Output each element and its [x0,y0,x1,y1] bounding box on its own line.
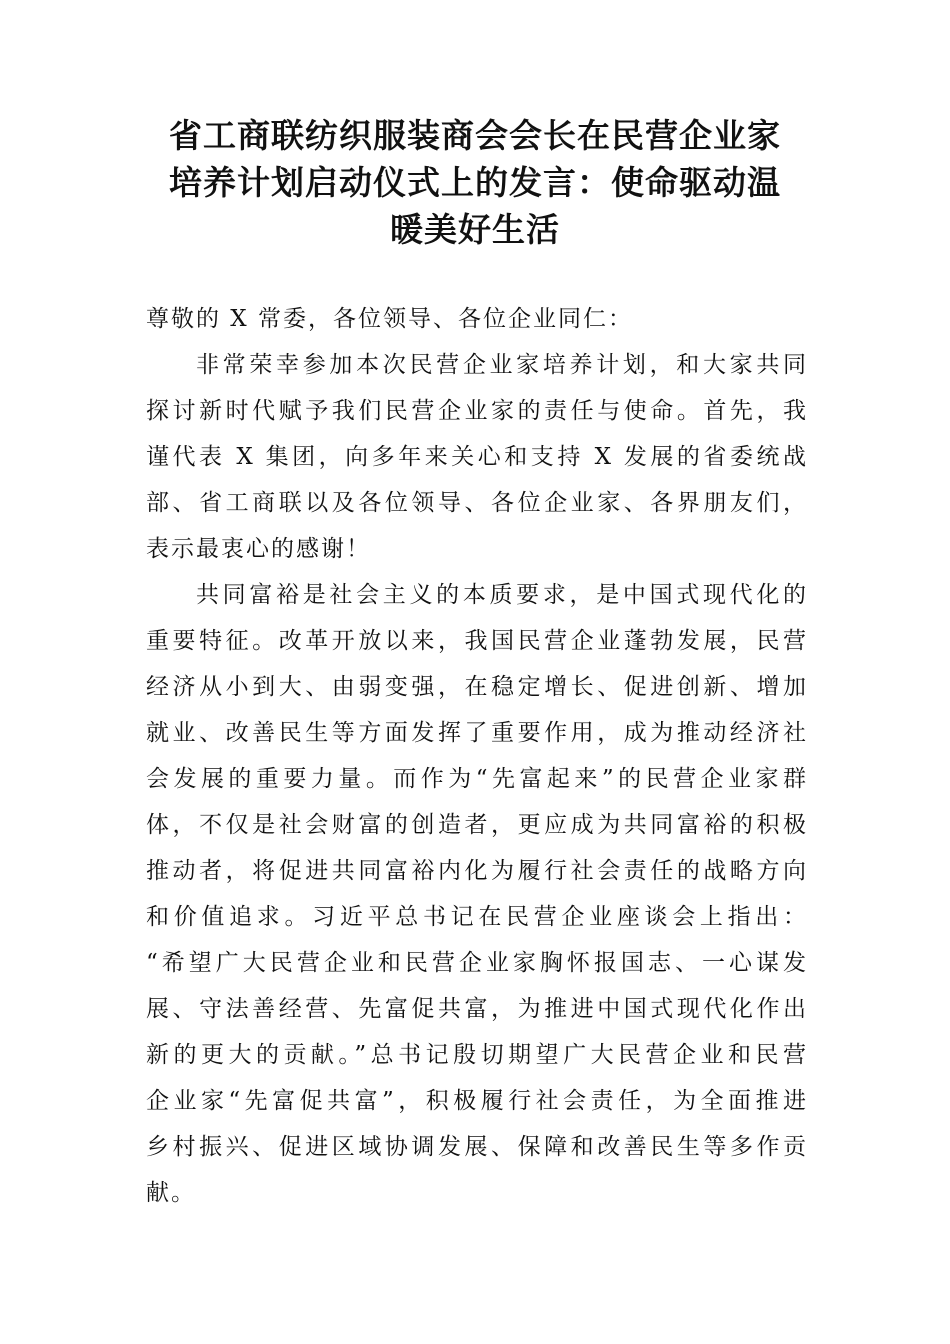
paragraph-2 [146,572,808,1216]
text-line: 非常荣幸参加本次民营企业家培养计划，和大家共同 [196,352,808,378]
text-line: 新的更大的贡献。”总书记殷切期望广大民营企业和民营 [146,1042,808,1068]
text-line: 共同富裕是社会主义的本质要求，是中国式现代化的 [196,582,808,608]
text-line: 企业家“先富促共富”，积极履行社会责任，为全面推进 [146,1088,808,1114]
title-line: 培养计划启动仪式上的发言：使命驱动温 [169,163,781,202]
text-line: 重要特征。改革开放以来，我国民营企业蓬勃发展，民营 [146,628,808,654]
text-line: 表示最衷心的感谢！ [146,536,371,562]
paragraph-1 [146,342,808,572]
text-line: 体，不仅是社会财富的创造者，更应成为共同富裕的积极 [146,812,808,838]
text-line: 乡村振兴、促进区域协调发展、保障和改善民生等多作贡 [146,1134,808,1160]
title-line: 省工商联纺织服装商会会长在民营企业家 [169,116,781,155]
salutation: 尊敬的 X 常委，各位领导、各位企业同仁： [146,306,633,332]
title-line: 暖美好生活 [390,210,560,249]
text-line: 就业、改善民生等方面发挥了重要作用，成为推动经济社 [146,720,808,746]
text-line: 和价值追求。习近平总书记在民营企业座谈会上指出： [146,904,808,930]
text-line: 探讨新时代赋予我们民营企业家的责任与使命。首先，我 [146,398,808,424]
text-line: 推动者，将促进共同富裕内化为履行社会责任的战略方向 [146,858,808,884]
text-line: 献。 [146,1180,196,1206]
text-line: 部、省工商联以及各位领导、各位企业家、各界朋友们， [146,490,808,516]
text-line: 谨代表 X 集团，向多年来关心和支持 X 发展的省委统战 [146,444,808,470]
document-body [146,296,808,1216]
text-line: 会发展的重要力量。而作为“先富起来”的民营企业家群 [146,766,808,792]
text-line: 展、守法善经营、先富促共富，为推进中国式现代化作出 [146,996,808,1022]
text-line: 经济从小到大、由弱变强，在稳定增长、促进创新、增加 [146,674,808,700]
text-line: “希望广大民营企业和民营企业家胸怀报国志、一心谋发 [146,950,808,976]
document-title [145,112,805,253]
